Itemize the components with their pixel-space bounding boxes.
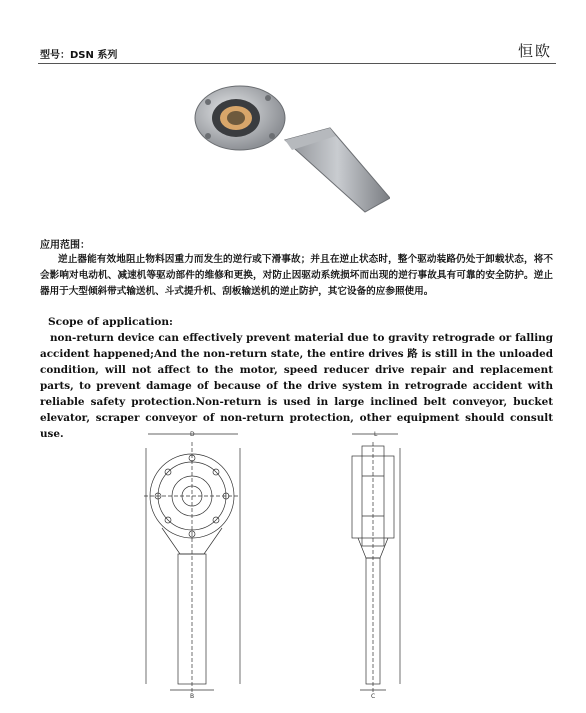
dim-label-c: C [371, 693, 376, 700]
en-scope-body: non-return device can effectively prevent material due to gravity retrograde or falling accident happened;And the non-return state, the entire drives 路 is still in the unloaded condition, will not affect to the motor, speed reducer drive repair and replacement parts, to prevent damage of because of the drive system in retrograde accident with reliable safety protection.Non-return is used in large inclined belt conveyor, bucket elevator, scraper conveyor of non-return protection, other equipment should consult use. [40, 332, 553, 440]
cn-scope-heading: 应用范围： [40, 240, 90, 251]
brand-name: 恒欧 [517, 42, 552, 60]
dim-label-d: D [190, 431, 195, 438]
cn-scope-body: 逆止器能有效地阻止物料因重力而发生的逆行或下滑事故；并且在逆止状态时，整个驱动装路仍处于卸载状态，将不会影响对电动机、减速机等驱动部件的维修和更换，对防止因驱动系统损坏而出现的逆行事故具有可靠的安全防护。逆止器用于大型倾斜带式输送机、斗式提升机、刮板输送机的逆止防护，其它设备的应参照使用。 [40, 254, 553, 297]
product-photo [190, 80, 390, 215]
dim-label-b: B [190, 693, 195, 700]
dim-label-l: L [374, 431, 378, 438]
en-scope-heading: Scope of application: [48, 316, 173, 328]
header-divider [38, 63, 556, 64]
model-label: 型号：DSN 系列 [40, 50, 118, 61]
side-view-drawing [338, 428, 408, 700]
front-view-drawing [140, 428, 250, 700]
